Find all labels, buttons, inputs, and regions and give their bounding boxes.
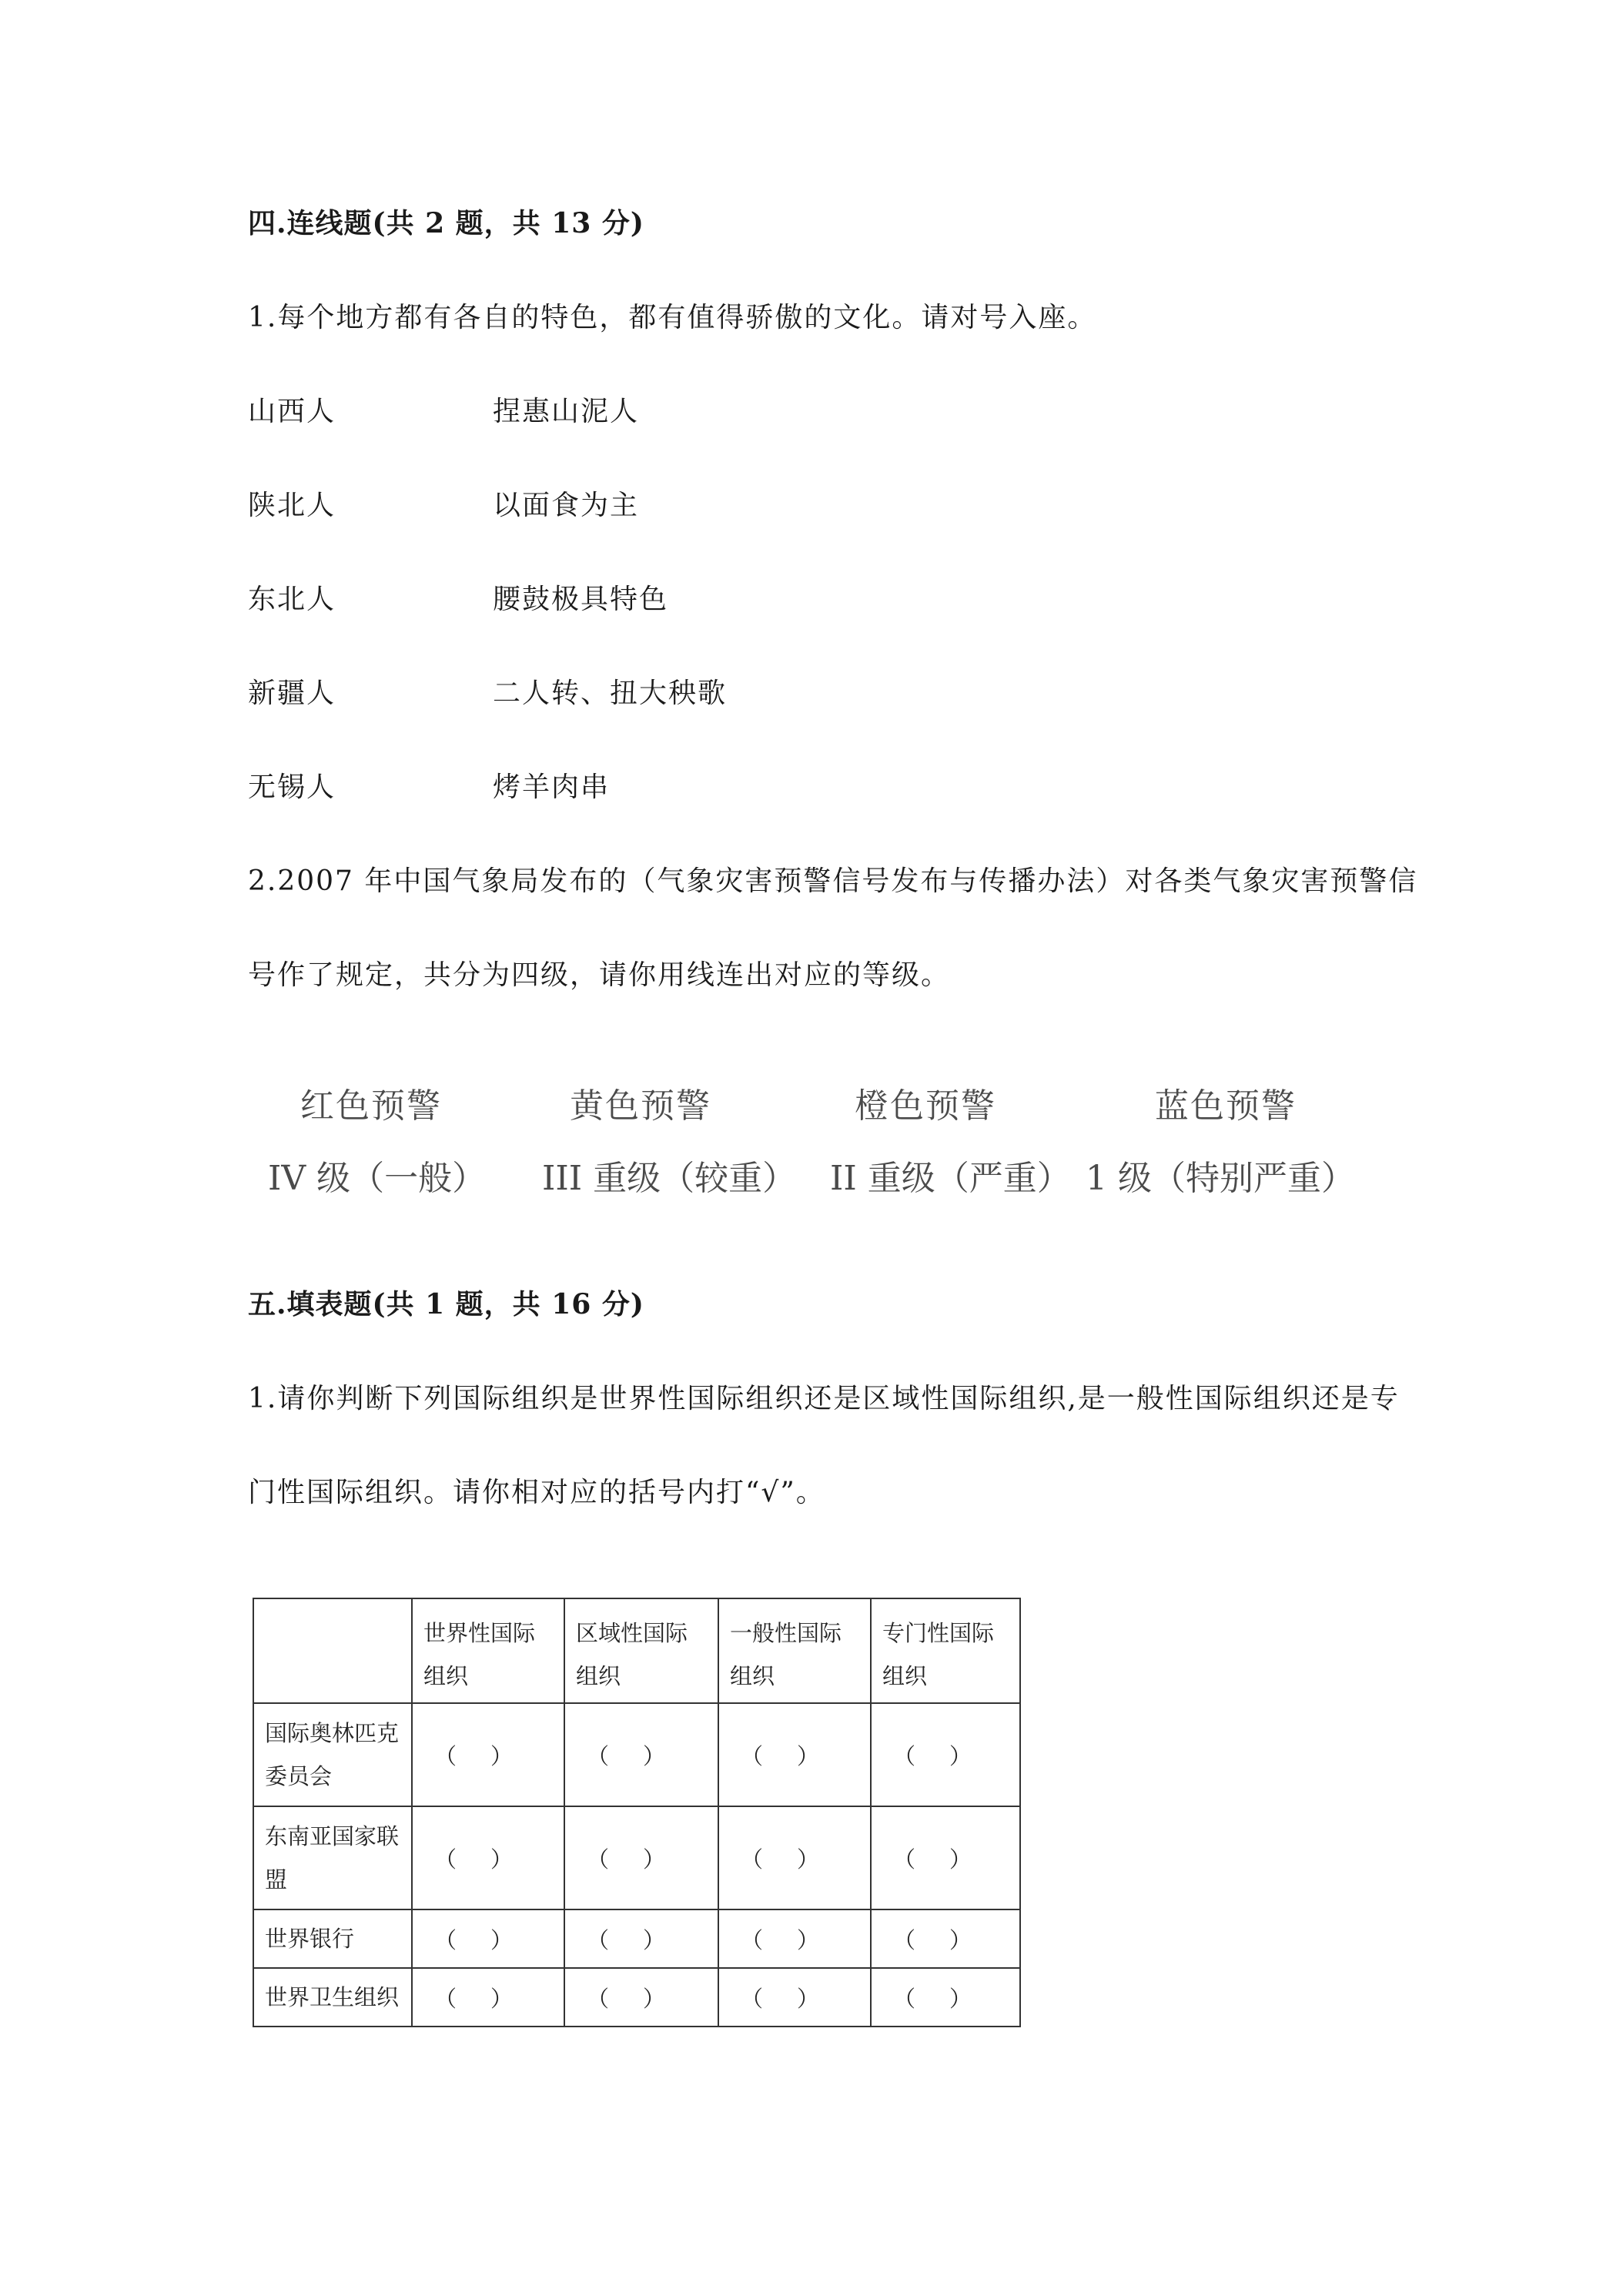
grade-label: III 重级（较重） — [542, 1159, 797, 1198]
column-header — [564, 1598, 718, 1703]
paren-open: （ — [893, 1926, 916, 1953]
row-header-line: 委员会 — [265, 1763, 333, 1789]
paren-open: （ — [434, 1926, 457, 1953]
table-corner-cell — [253, 1598, 412, 1703]
grade-label: II 重级（严重） — [830, 1159, 1071, 1198]
paren-open: （ — [587, 1742, 610, 1769]
warning-label-orange: 橙色预警 — [855, 1086, 996, 1126]
column-header-line: 区域性国际 — [576, 1620, 688, 1646]
paren-close: ） — [643, 1742, 666, 1769]
answer-cell[interactable] — [871, 1703, 1020, 1806]
paren-close: ） — [797, 1846, 820, 1873]
paren-close: ） — [949, 1742, 972, 1769]
warning-label-red: 红色预警 — [300, 1086, 442, 1126]
question-4-2-prompt-line2: 号作了规定，共分为四级，请你用线连出对应的等级。 — [248, 959, 951, 991]
match-left-item: 东北人 — [248, 584, 336, 615]
paren-open: （ — [893, 1742, 916, 1769]
section4-heading: 四.连线题(共 2 题，共 13 分) — [248, 207, 644, 239]
match-right-item: 烤羊肉串 — [493, 771, 611, 803]
question-4-2-prompt-line1: 2.2007 年中国气象局发布的（气象灾害预警信号发布与传播办法）对各类气象灾害预警信 — [248, 865, 1418, 897]
organization-table — [253, 1598, 1021, 2027]
table-row — [253, 1968, 1020, 2027]
column-header-line: 组织 — [882, 1663, 928, 1689]
warning-label-yellow: 黄色预警 — [570, 1086, 711, 1126]
answer-cell[interactable] — [718, 1909, 871, 1968]
table-row — [253, 1806, 1020, 1909]
match-left-item: 新疆人 — [248, 678, 336, 709]
question-5-1-prompt-line2: 门性国际组织。请你相对应的括号内打“√”。 — [248, 1477, 825, 1508]
paren-close: ） — [643, 1846, 666, 1873]
paren-close: ） — [490, 1846, 514, 1873]
row-header-line: 世界银行 — [265, 1926, 355, 1952]
answer-cell[interactable] — [412, 1806, 564, 1909]
row-header-line: 盟 — [265, 1866, 288, 1893]
row-header — [253, 1703, 412, 1806]
warning-label-blue: 蓝色预警 — [1155, 1086, 1297, 1126]
row-header-line: 国际奥林匹克 — [265, 1720, 400, 1746]
column-header-line: 一般性国际 — [730, 1620, 842, 1646]
paren-open: （ — [741, 1846, 764, 1873]
paren-open: （ — [434, 1985, 457, 2012]
column-header — [412, 1598, 564, 1703]
paren-open: （ — [893, 1846, 916, 1873]
paren-close: ） — [490, 1926, 514, 1953]
table-row — [253, 1909, 1020, 1968]
paren-open: （ — [587, 1846, 610, 1873]
paren-open: （ — [434, 1742, 457, 1769]
paren-close: ） — [490, 1985, 514, 2012]
paren-close: ） — [949, 1846, 972, 1873]
paren-open: （ — [741, 1742, 764, 1769]
match-right-item: 腰鼓极具特色 — [493, 584, 669, 615]
answer-cell[interactable] — [564, 1703, 718, 1806]
row-header — [253, 1909, 412, 1968]
answer-cell[interactable] — [564, 1909, 718, 1968]
column-header-line: 世界性国际 — [423, 1620, 536, 1646]
paren-close: ） — [797, 1742, 820, 1769]
paren-close: ） — [490, 1742, 514, 1769]
match-right-item: 二人转、扭大秧歌 — [493, 678, 728, 709]
answer-cell[interactable] — [412, 1909, 564, 1968]
paren-open: （ — [587, 1926, 610, 1953]
paren-open: （ — [741, 1926, 764, 1953]
answer-cell[interactable] — [564, 1968, 718, 2027]
column-header-line: 组织 — [423, 1663, 469, 1689]
column-header-line: 组织 — [576, 1663, 621, 1689]
table-header-row — [253, 1598, 1020, 1703]
match-left-item: 无锡人 — [248, 771, 336, 803]
paren-open: （ — [587, 1985, 610, 2012]
row-header-line: 东南亚国家联 — [265, 1823, 400, 1849]
paren-close: ） — [797, 1926, 820, 1953]
answer-cell[interactable] — [412, 1703, 564, 1806]
column-header — [871, 1598, 1020, 1703]
paren-close: ） — [797, 1985, 820, 2012]
column-header-line: 组织 — [730, 1663, 775, 1689]
answer-cell[interactable] — [718, 1968, 871, 2027]
section5-heading: 五.填表题(共 1 题，共 16 分) — [248, 1288, 644, 1320]
answer-cell[interactable] — [718, 1806, 871, 1909]
paren-open: （ — [741, 1985, 764, 2012]
row-header — [253, 1968, 412, 2027]
answer-cell[interactable] — [871, 1968, 1020, 2027]
question-5-1-prompt-line1: 1.请你判断下列国际组织是世界性国际组织还是区域性国际组织,是一般性国际组织还是专 — [248, 1383, 1400, 1414]
paren-close: ） — [949, 1926, 972, 1953]
answer-cell[interactable] — [412, 1968, 564, 2027]
table-row — [253, 1703, 1020, 1806]
match-left-item: 山西人 — [248, 396, 336, 427]
match-right-item: 捏惠山泥人 — [493, 396, 640, 427]
answer-cell[interactable] — [871, 1806, 1020, 1909]
paren-open: （ — [893, 1985, 916, 2012]
question-4-1-prompt: 1.每个地方都有各自的特色，都有值得骄傲的文化。请对号入座。 — [248, 302, 1097, 333]
paren-close: ） — [949, 1985, 972, 2012]
row-header-line: 世界卫生组织 — [265, 1984, 400, 2010]
grade-label: IV 级（一般） — [268, 1159, 487, 1198]
answer-cell[interactable] — [718, 1703, 871, 1806]
answer-cell[interactable] — [564, 1806, 718, 1909]
paren-open: （ — [434, 1846, 457, 1873]
paren-close: ） — [643, 1926, 666, 1953]
match-right-item: 以面食为主 — [493, 490, 640, 521]
answer-cell[interactable] — [871, 1909, 1020, 1968]
column-header — [718, 1598, 871, 1703]
row-header — [253, 1806, 412, 1909]
grade-label: 1 级（特别严重） — [1086, 1159, 1355, 1198]
column-header-line: 专门性国际 — [882, 1620, 995, 1646]
paren-close: ） — [643, 1985, 666, 2012]
match-left-item: 陕北人 — [248, 490, 336, 521]
